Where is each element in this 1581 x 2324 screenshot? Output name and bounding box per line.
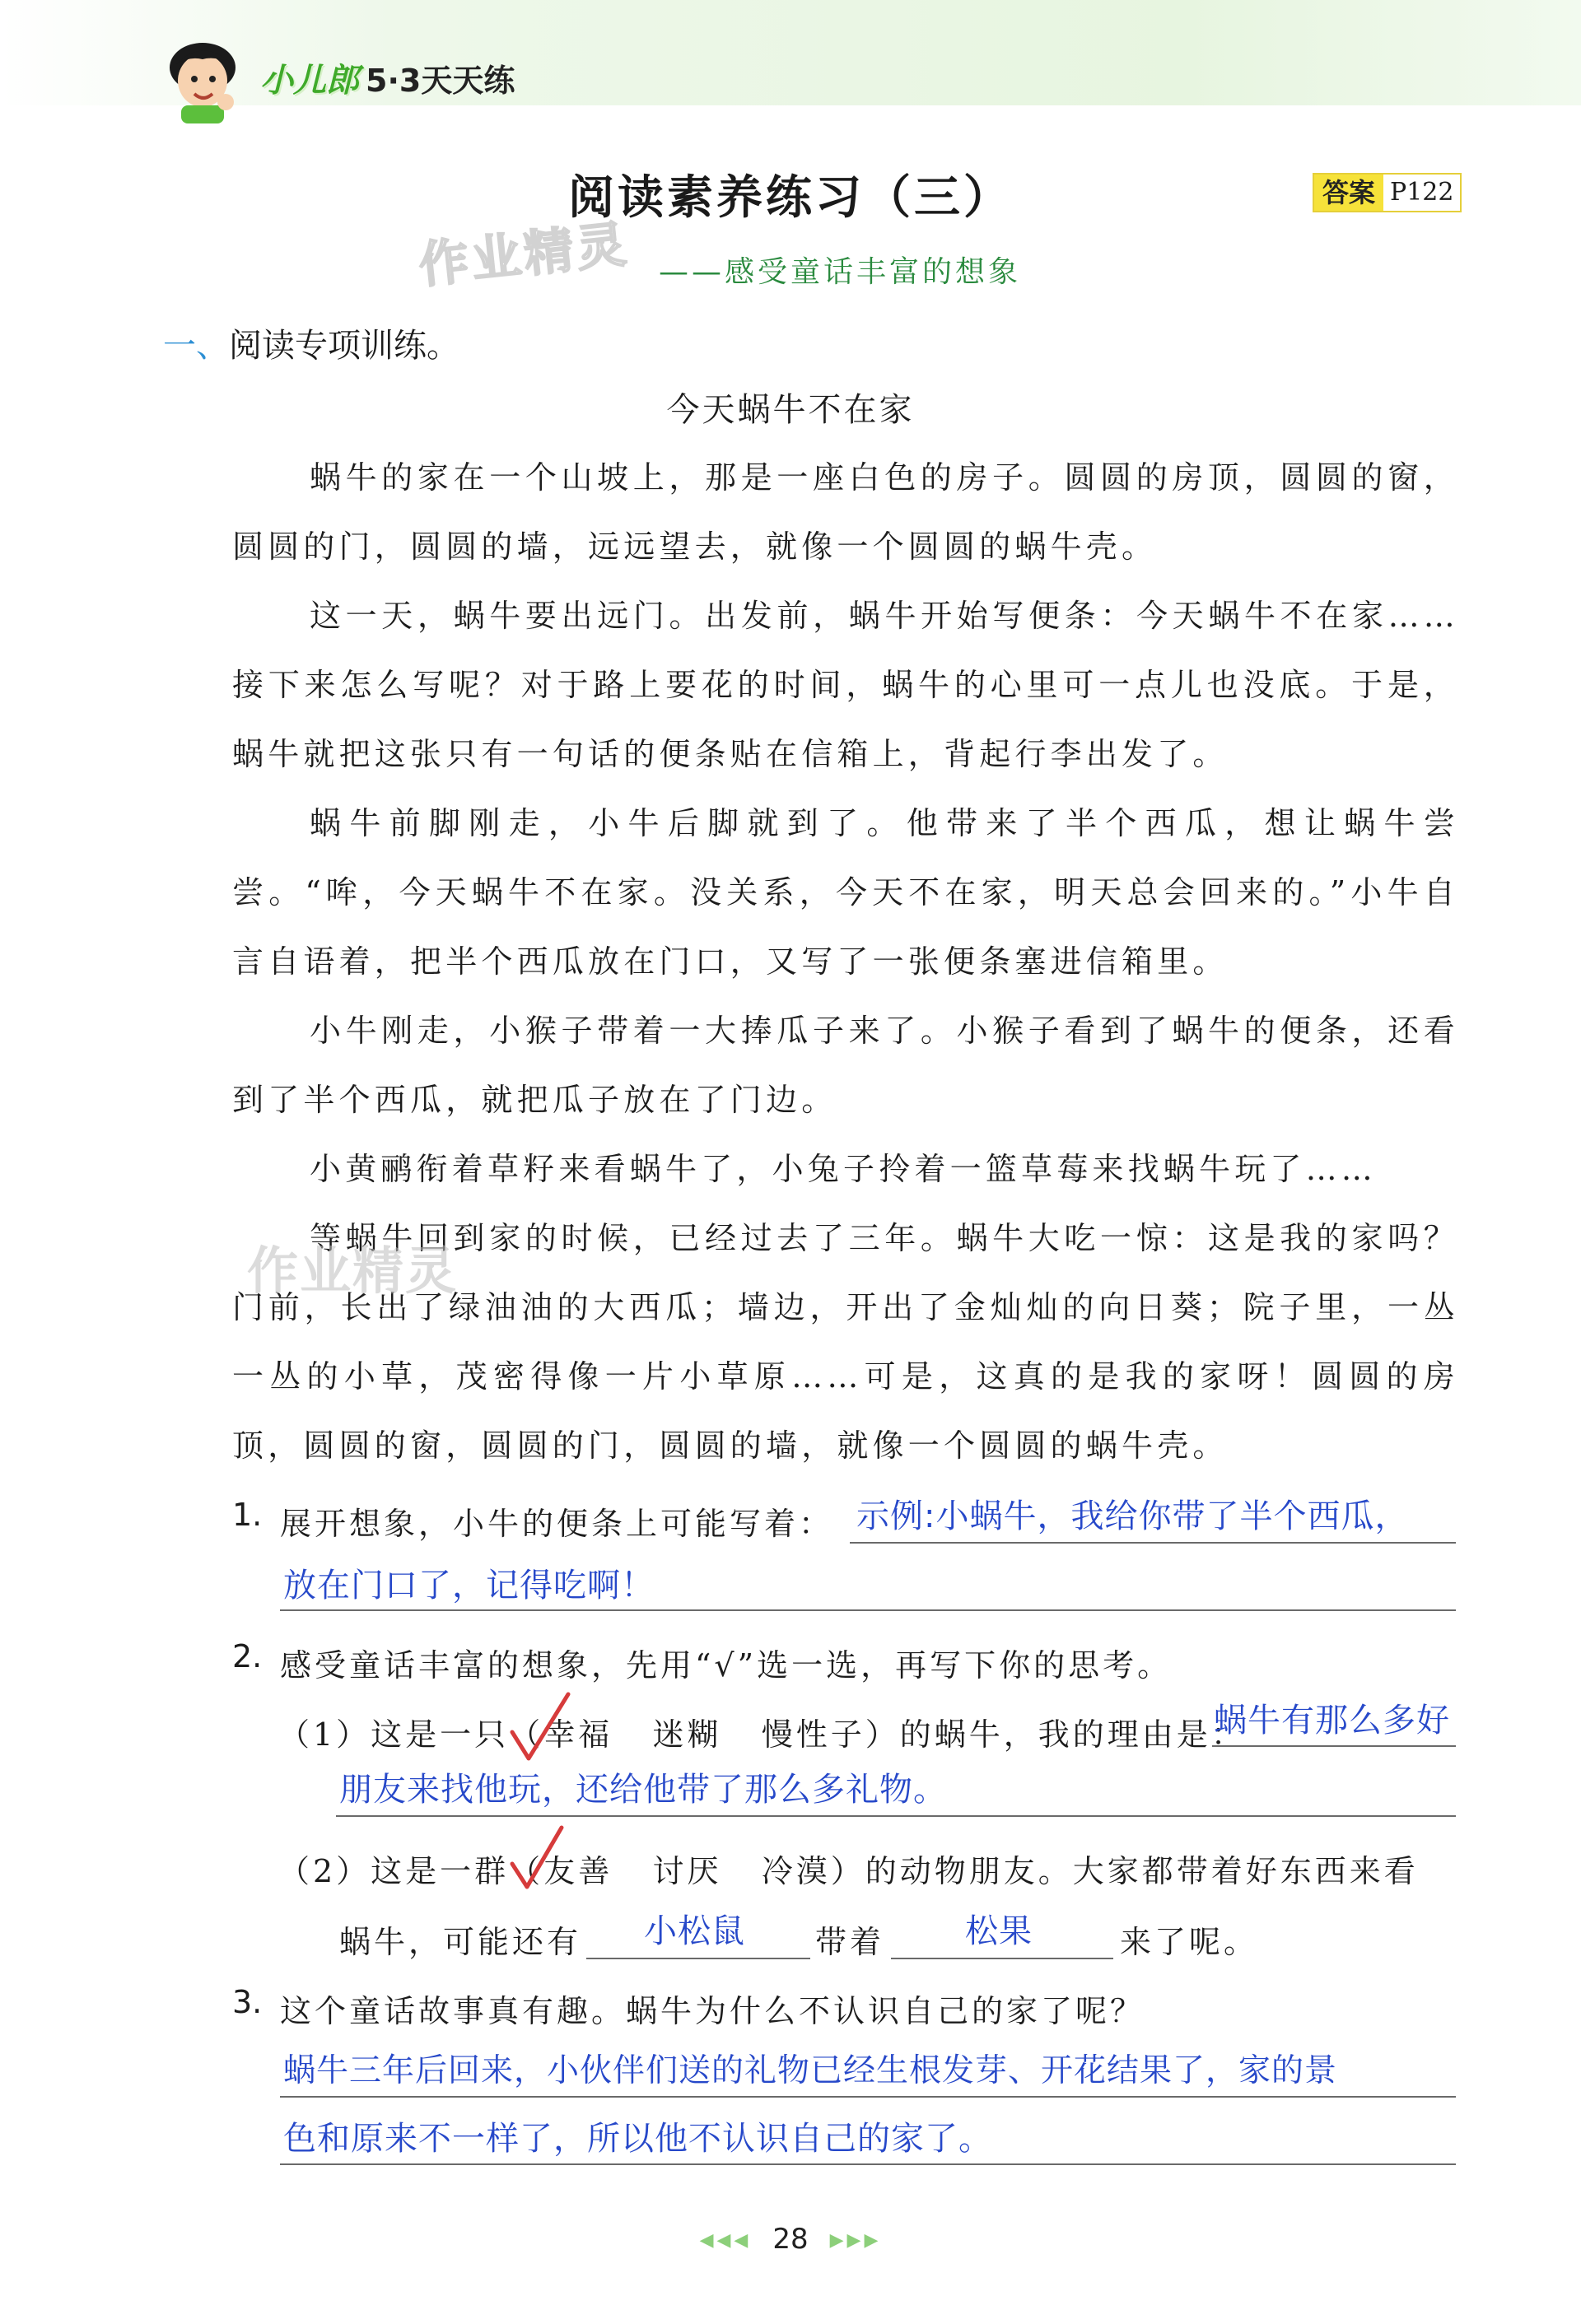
story-paragraph: 蜗牛前脚刚走，小牛后脚就到了。他带来了半个西瓜，想让蜗牛尝尝。“哞，今天蜗牛不在家。没关系，今天不在家，明天总会回来的。”小牛自言自语着，把半个西瓜放在门口，又写了一张便条塞进信箱里。 (232, 805, 1459, 980)
checkmark-icon (507, 1689, 573, 1767)
page-subtitle: ——感受童话丰富的想象 (659, 255, 1022, 289)
story-paragraph: 小牛刚走，小猴子带着一大捧瓜子来了。小猴子看到了蜗牛的便条，还看到了半个西瓜，就把瓜子放在了门边。 (232, 1013, 1459, 1118)
answer-page: P122 (1383, 175, 1460, 211)
option-selected: 幸福 (543, 1716, 613, 1753)
handwritten-answer: 色和原来不一样了，所以他不认识自己的家了。 (283, 2120, 992, 2158)
handwritten-answer: 小松鼠 (644, 1912, 745, 1950)
story-paragraph: 等蜗牛回到家的时候，已经过去了三年。蜗牛大吃一惊：这是我的家吗？门前，长出了绿油油的大西瓜；墙边，开出了金灿灿的向日葵；院子里，一丛一丛的小草，茂密得像一片小草原……可是，这真的是我的家呀！圆圆的房顶，圆圆的窗，圆圆的门，圆圆的墙，就像一个圆圆的蜗牛壳。 (232, 1220, 1459, 1464)
answer-blank (891, 1958, 1113, 1959)
handwritten-answer: 蜗牛有那么多好 (1214, 1702, 1450, 1740)
page-footer (0, 2223, 1581, 2256)
section-number: 一、 (163, 327, 229, 365)
sub-question-2-line2: 蜗牛，可能还有 (339, 1924, 582, 1960)
brand-logo (156, 31, 515, 123)
brand-text (260, 54, 515, 101)
sub-question-1 (278, 1709, 1246, 1754)
answer-line (280, 1609, 1456, 1611)
watermark: 作业精灵 (247, 1241, 459, 1301)
watermark: 作业精灵 (416, 215, 632, 296)
option-selected: 友善 (543, 1853, 613, 1889)
arrow-right-icon: ▶▶▶ (829, 2230, 882, 2251)
section-heading (163, 319, 459, 366)
story-paragraph: 这一天，蜗牛要出远门。出发前，蜗牛开始写便条：今天蜗牛不在家……接下来怎么写呢？对于路上要花的时间，蜗牛的心里可一点儿也没底。于是，蜗牛就把这张只有一句话的便条贴在信箱上，背起行李出发了。 (232, 598, 1459, 772)
handwritten-answer: 蜗牛三年后回来，小伙伴们送的礼物已经生根发芽、开花结果了，家的景 (283, 2052, 1338, 2089)
answer-line (1212, 1745, 1456, 1747)
answer-reference (1313, 173, 1462, 212)
story-paragraph: 蜗牛的家在一个山坡上，那是一座白色的房子。圆圆的房顶，圆圆的窗，圆圆的门，圆圆的墙，远远望去，就像一个圆圆的蜗牛壳。 (232, 459, 1459, 565)
sub-question-prefix: （1）这是一只（ (278, 1716, 544, 1753)
series-name: 5·3天天练 (366, 62, 515, 99)
handwritten-answer: 朋友来找他玩，还给他带了那么多礼物。 (339, 1771, 947, 1809)
page-title: 阅读素养练习（三） (568, 171, 1013, 225)
section-text: 阅读专项训练。 (229, 327, 459, 365)
story-paragraph: 小黄鹂衔着草籽来看蜗牛了，小兔子拎着一篮草莓来找蜗牛玩了…… (310, 1151, 1378, 1187)
option: 冷漠 (761, 1853, 831, 1889)
story-title: 今天蜗牛不在家 (666, 391, 915, 429)
handwritten-answer: 放在门口了，记得吃啊！ (283, 1567, 655, 1604)
answer-label: 答案 (1314, 175, 1383, 211)
arrow-left-icon: ◀◀◀ (699, 2230, 752, 2251)
sub-question-2-text: 来了呢。 (1120, 1924, 1259, 1960)
handwritten-answer: 示例:小蜗牛，我给你带了半个西瓜， (856, 1497, 1409, 1535)
sub-question-prefix: （2）这是一群（ (278, 1853, 544, 1889)
sub-question-2-text: 带着 (815, 1924, 885, 1960)
sub-question-2 (278, 1846, 1419, 1891)
answer-line (280, 2096, 1456, 2098)
answer-line (336, 1815, 1456, 1817)
brand-mark: 小儿郎 (260, 61, 359, 100)
answer-line (280, 2163, 1456, 2165)
checkmark-icon (509, 1823, 567, 1895)
handwritten-answer: 松果 (965, 1912, 1033, 1950)
question-number: 3. (232, 1984, 263, 2020)
question-number: 2. (232, 1638, 263, 1674)
question-prompt: 这个童话故事真有趣。蜗牛为什么不认识自己的家了呢？ (280, 1993, 1145, 2029)
mascot-boy-icon (156, 31, 249, 123)
sub-question-suffix: ）的蜗牛，我的理由是： (865, 1716, 1246, 1753)
question-number: 1. (232, 1497, 263, 1533)
option: 迷糊 (652, 1716, 722, 1753)
sub-question-suffix: ）的动物朋友。大家都带着好东西来看 (830, 1853, 1419, 1889)
answer-blank (586, 1958, 810, 1959)
page-number: 28 (772, 2223, 809, 2256)
question-prompt: 感受童话丰富的想象，先用“√”选一选，再写下你的思考。 (280, 1647, 1173, 1684)
question-prompt: 展开想象，小牛的便条上可能写着： (280, 1506, 834, 1542)
answer-line (850, 1542, 1456, 1544)
option: 讨厌 (652, 1853, 722, 1889)
option: 慢性子 (761, 1716, 865, 1753)
